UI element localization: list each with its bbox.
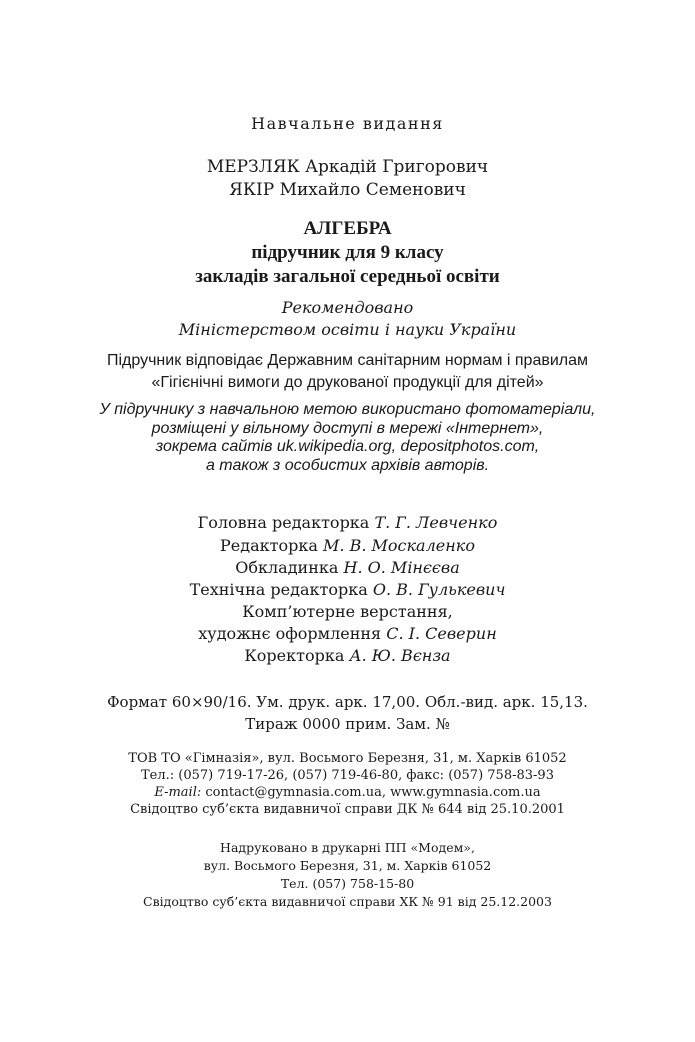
printer-line-1: Надруковано в друкарні ПП «Модем», [220, 840, 475, 855]
credit-role: Технічна редакторка [189, 580, 368, 599]
credit-art-design [0, 624, 695, 643]
photo-note-line-4: а також з особистих архівів авторів. [205, 457, 490, 474]
credit-name: Т. Г. Левченко [374, 513, 498, 532]
book-subtitle-1: підручник для 9 класу [251, 242, 444, 263]
photo-note-line-1: У підручнику з навчальною метою використано фотоматеріали, [99, 401, 596, 418]
sanitary-line-2: «Гігієнічні вимоги до друкованої продукції для дітей» [151, 374, 544, 391]
credit-role: Обкладинка [235, 558, 339, 577]
photo-note-line-2: розміщені у вільному доступі в мережі «Інтернет», [151, 420, 544, 437]
recommendation-line-1: Рекомендовано [281, 298, 414, 317]
publisher-email-line [0, 785, 695, 800]
author-2: ЯКІР Михайло Семенович [229, 180, 466, 200]
author-1: МЕРЗЛЯК Аркадій Григорович [206, 157, 489, 177]
credit-cover [0, 558, 695, 577]
credit-name: А. Ю. Вєнза [349, 646, 451, 665]
credit-layout [0, 602, 695, 621]
credit-role: Комп’ютерне верстання, [242, 602, 453, 621]
sanitary-line-1: Підручник відповідає Державним санітарним нормам і правилам [106, 352, 589, 369]
book-subtitle-2: закладів загальної середньої освіти [195, 266, 500, 287]
printer-line-2: вул. Восьмого Березня, 31, м. Харків 61052 [203, 858, 492, 873]
credit-name: О. В. Гулькевич [372, 580, 506, 599]
credit-chief-editor [0, 513, 695, 532]
publisher-line-2: Тел.: (057) 719-17-26, (057) 719-46-80, факс: (057) 758-83-93 [141, 768, 554, 783]
credit-technical-editor [0, 580, 695, 599]
credit-name: Н. О. Мінєєва [343, 558, 460, 577]
credit-editor [0, 536, 695, 555]
book-title: АЛГЕБРА [303, 218, 392, 239]
credit-role: художнє оформлення [198, 624, 382, 643]
credit-name: М. В. Москаленко [323, 536, 475, 555]
photo-note-line-3: зокрема сайтів uk.wikipedia.org, depositphotos.com, [155, 438, 540, 455]
format-line-2: Тираж 0000 прим. Зам. № [245, 715, 450, 733]
email-label: E-mail: [154, 785, 202, 800]
credit-proofreader [0, 646, 695, 665]
credit-role: Коректорка [244, 646, 345, 665]
printer-certificate: Свідоцтво суб’єкта видавничої справи ХК № 91 від 25.12.2003 [143, 894, 552, 909]
email-and-site: contact@gymnasia.com.ua, www.gymnasia.com.ua [201, 785, 541, 800]
credit-name: С. І. Северин [386, 624, 497, 643]
edition-type: Навчальне видання [251, 114, 444, 133]
credit-role: Головна редакторка [197, 513, 370, 532]
publisher-certificate: Свідоцтво суб’єкта видавничої справи ДК № 644 від 25.10.2001 [130, 802, 565, 817]
publisher-line-1: ТОВ ТО «Гімназія», вул. Восьмого Березня, 31, м. Харків 61052 [128, 751, 567, 766]
recommendation-line-2: Міністерством освіти і науки України [178, 320, 517, 339]
credit-role: Редакторка [220, 536, 318, 555]
format-line-1: Формат 60×90/16. Ум. друк. арк. 17,00. Обл.-вид. арк. 15,13. [107, 693, 588, 711]
printer-phone: Тел. (057) 758-15-80 [280, 876, 415, 891]
